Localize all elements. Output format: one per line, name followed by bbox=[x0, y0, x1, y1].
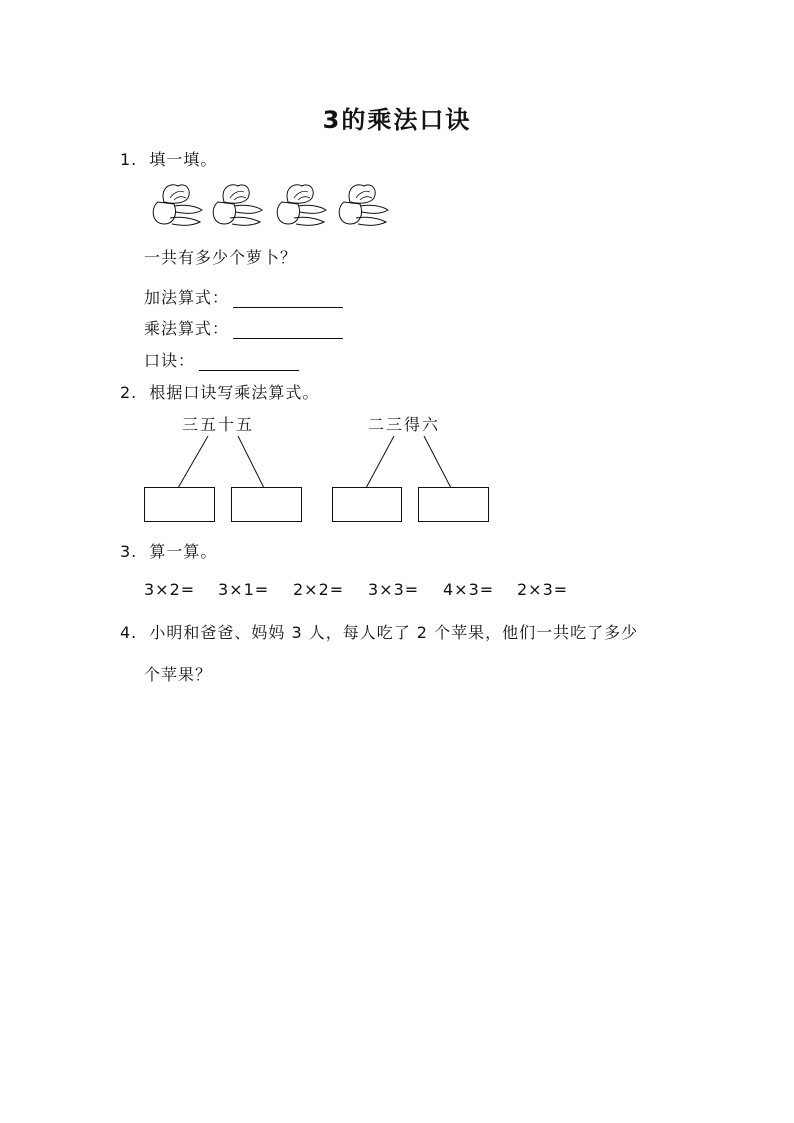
answer-box[interactable] bbox=[231, 487, 302, 522]
question-1-prompt: 一共有多少个萝卜？ bbox=[144, 248, 298, 267]
calc-problem: 2×2= bbox=[293, 580, 345, 599]
calc-problem: 2×3= bbox=[517, 580, 569, 599]
connector-line bbox=[238, 436, 264, 488]
connector-line bbox=[424, 436, 451, 488]
question-text: 根据口诀写乘法算式。 bbox=[149, 383, 320, 402]
question-3-instruction bbox=[120, 539, 217, 562]
answer-box[interactable] bbox=[418, 487, 489, 522]
page-title: 3的乘法口诀 bbox=[322, 106, 472, 134]
calc-problem: 3×2= bbox=[144, 580, 196, 599]
rhyme-text-1: 三五十五 bbox=[182, 415, 255, 434]
question-number: 2. bbox=[120, 383, 138, 402]
multiplication-label: 乘法算式： bbox=[144, 319, 230, 338]
rhyme-text-2: 二三得六 bbox=[368, 415, 441, 434]
answer-box[interactable] bbox=[332, 487, 402, 522]
connector-line bbox=[366, 436, 394, 488]
connector-line bbox=[178, 436, 208, 488]
question-number: 4. bbox=[120, 623, 138, 642]
rhyme-label: 口诀： bbox=[144, 351, 196, 370]
calc-problem: 4×3= bbox=[443, 580, 495, 599]
question-number: 1. bbox=[120, 150, 138, 169]
question-text: 小明和爸爸、妈妈 3 人，每人吃了 2 个苹果，他们一共吃了多少 bbox=[149, 623, 639, 642]
question-text: 填一填。 bbox=[149, 150, 218, 169]
addition-label: 加法算式： bbox=[144, 288, 230, 307]
question-4-line-2: 个苹果？ bbox=[144, 665, 213, 684]
question-4-line-1 bbox=[120, 620, 638, 643]
answer-box[interactable] bbox=[144, 487, 215, 522]
calc-problem: 3×1= bbox=[218, 580, 270, 599]
calc-problem: 3×3= bbox=[368, 580, 420, 599]
question-text: 算一算。 bbox=[149, 542, 218, 561]
question-number: 3. bbox=[120, 542, 138, 561]
